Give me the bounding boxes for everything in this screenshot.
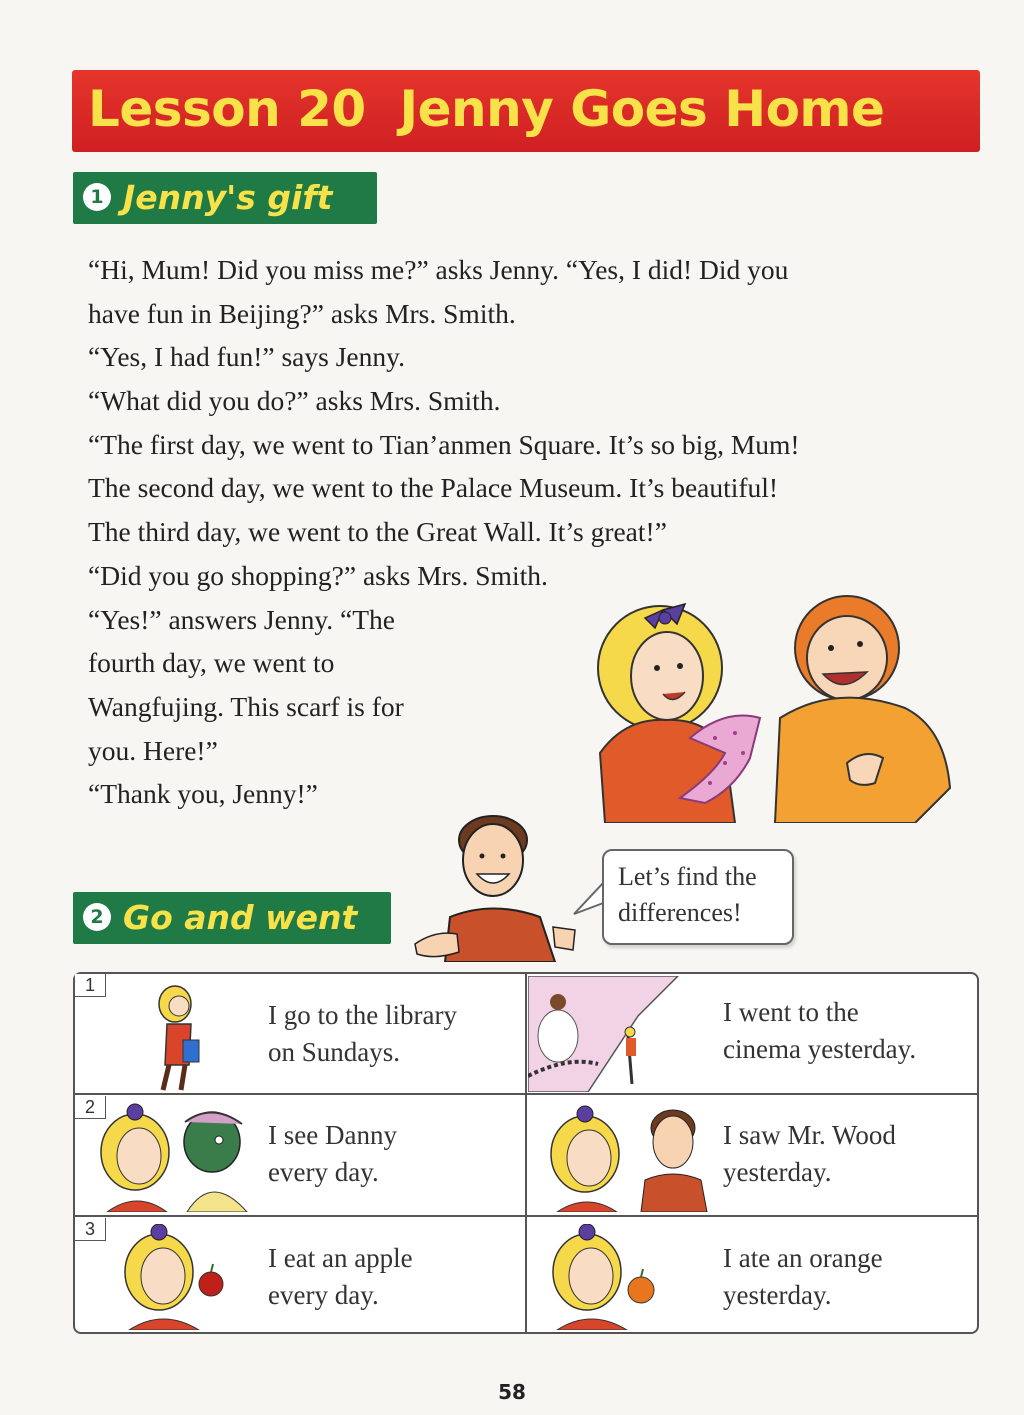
jenny-and-mom-illustration bbox=[585, 588, 955, 823]
story-line: “Hi, Mum! Did you miss me?” asks Jenny. “Yes, I did! Did you bbox=[88, 254, 789, 285]
row-3-left-line: I eat an apple bbox=[268, 1243, 413, 1273]
lesson-title: Lesson 20 Jenny Goes Home bbox=[88, 80, 885, 138]
section-2-number: 2 bbox=[83, 903, 111, 931]
row-2-right-line: yesterday. bbox=[723, 1157, 832, 1187]
section-2-header bbox=[73, 892, 391, 944]
lesson-title-bar bbox=[72, 70, 980, 152]
story-line: “Did you go shopping?” asks Mrs. Smith. bbox=[88, 559, 548, 591]
speech-bubble bbox=[602, 849, 794, 945]
story-line: The second day, we went to the Palace Museum. It’s beautiful! bbox=[88, 472, 779, 504]
story-line: have fun in Beijing?” asks Mrs. Smith. bbox=[88, 297, 516, 329]
story-line: “Yes!” answers Jenny. “The bbox=[88, 603, 395, 635]
row-1-left-line: on Sundays. bbox=[268, 1037, 401, 1067]
story-line: “The first day, we went to Tian’anmen Square. It’s so big, Mum! bbox=[88, 428, 800, 460]
section-1-header bbox=[73, 172, 377, 224]
section-2-title: Go and went bbox=[123, 898, 358, 937]
page-number: 58 bbox=[498, 1380, 526, 1404]
cinema-screen-icon bbox=[528, 976, 688, 1092]
go-and-went-table bbox=[73, 972, 979, 1334]
row-2-left-line: every day. bbox=[268, 1157, 379, 1187]
girl-with-book-icon bbox=[145, 980, 235, 1092]
row-1-left-line: I go to the library bbox=[268, 1000, 457, 1030]
row-1-number: 1 bbox=[75, 974, 106, 997]
row-3-right-line: I ate an orange bbox=[723, 1243, 883, 1273]
row-2-number: 2 bbox=[75, 1096, 106, 1119]
row-2-left-line: I see Danny bbox=[268, 1120, 397, 1150]
girl-and-mr-wood-icon bbox=[545, 1102, 715, 1212]
row-2-right-line: I saw Mr. Wood bbox=[723, 1120, 896, 1150]
section-1-number: 1 bbox=[83, 183, 111, 211]
row-1-right-line: cinema yesterday. bbox=[723, 1034, 917, 1064]
section-1-title: Jenny's gift bbox=[123, 178, 333, 217]
speech-bubble-line: differences! bbox=[618, 898, 742, 927]
story-line: “Yes, I had fun!” says Jenny. bbox=[88, 341, 405, 373]
story-line: Wangfujing. This scarf is for bbox=[88, 690, 404, 722]
girl-with-orange-icon bbox=[543, 1224, 673, 1330]
speech-bubble-line: Let’s find the bbox=[618, 862, 757, 891]
story-line: fourth day, we went to bbox=[88, 647, 335, 679]
girl-and-danny-icon bbox=[97, 1102, 257, 1212]
row-3-right-line: yesterday. bbox=[723, 1280, 832, 1310]
story-line: “Thank you, Jenny!” bbox=[88, 778, 318, 810]
girl-with-apple-icon bbox=[115, 1224, 245, 1330]
story-line: The third day, we went to the Great Wall. It’s great!” bbox=[88, 516, 667, 548]
story-line: “What did you do?” asks Mrs. Smith. bbox=[88, 385, 501, 417]
row-1-right-line: I went to the bbox=[723, 997, 859, 1027]
row-3-number: 3 bbox=[75, 1218, 106, 1241]
row-3-left-line: every day. bbox=[268, 1280, 379, 1310]
story-line: you. Here!” bbox=[88, 734, 218, 766]
boy-pointing-illustration bbox=[405, 812, 585, 962]
